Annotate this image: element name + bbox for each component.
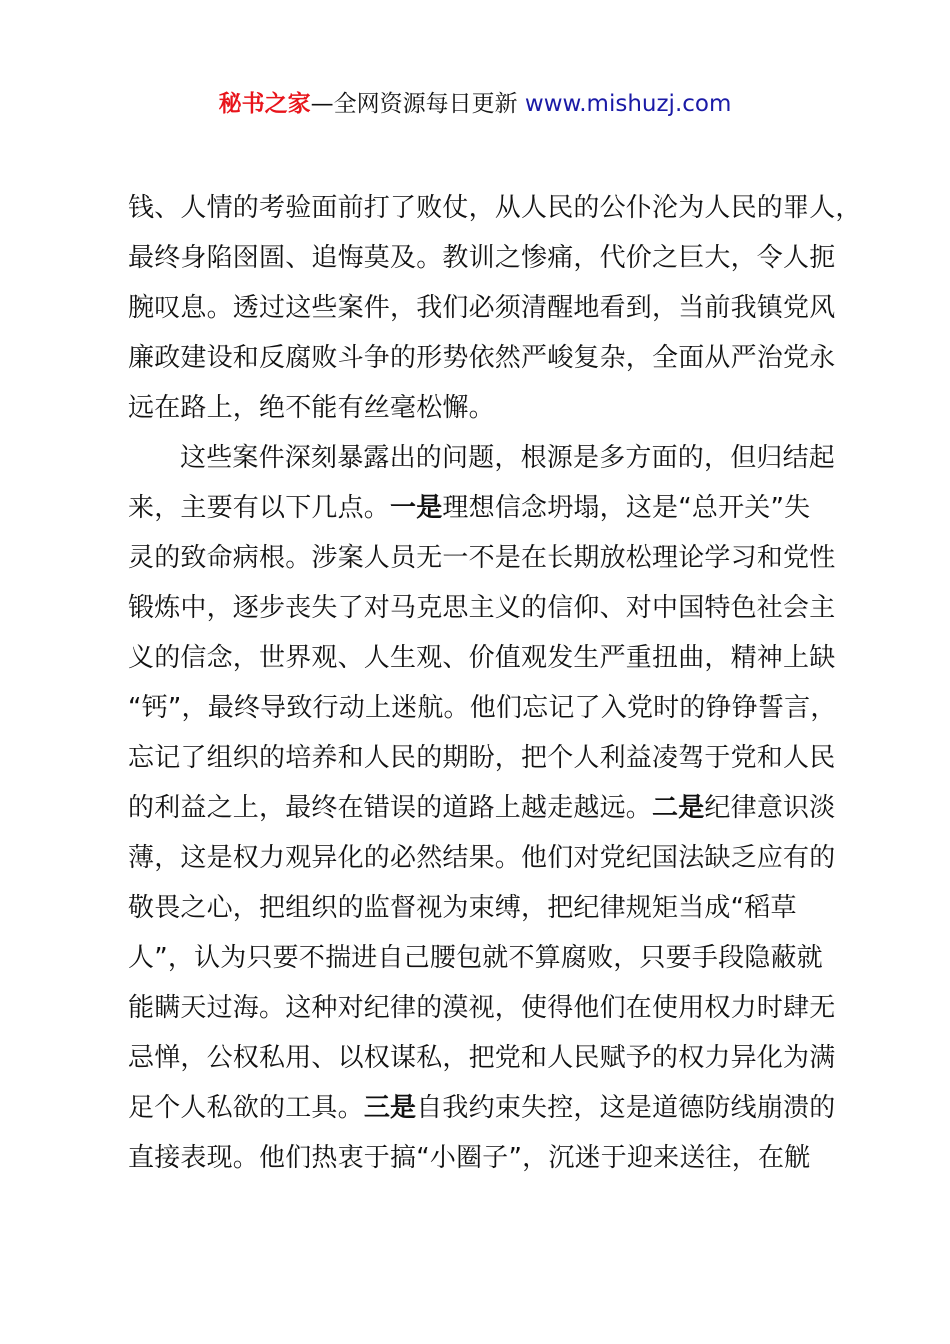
text-line: 远在路上，绝不能有丝毫松懈。 (128, 393, 495, 423)
text-line: 钱、人情的考验面前打了败仗，从人民的公仆沦为人民的罪人， (128, 193, 862, 223)
header-tagline: —全网资源每日更新 (310, 91, 518, 117)
text-line (128, 783, 838, 833)
text-line: 薄，这是权力观异化的必然结果。他们对党纪国法缺乏应有的 (128, 843, 836, 873)
text-line: 人”，认为只要不揣进自己腰包就不算腐败，只要手段隐蔽就 (128, 943, 823, 973)
text-line: 灵的致命病根。涉案人员无一不是在长期放松理论学习和党性 (128, 543, 836, 573)
website-link[interactable]: www.mishuzj.com (524, 91, 732, 117)
text-line (128, 483, 838, 533)
text-line: 直接表现。他们热衷于搞“小圈子”，沉迷于迎来送往，在觥 (128, 1143, 811, 1173)
text-line: 腕叹息。透过这些案件，我们必须清醒地看到，当前我镇党风 (128, 293, 836, 323)
text-line: 敬畏之心，把组织的监督视为束缚，把纪律规矩当成“稻草 (128, 893, 797, 923)
paragraph-start-line: 这些案件深刻暴露出的问题，根源是多方面的，但归结起 (180, 443, 836, 473)
page-header (0, 88, 950, 120)
point-two-label: 二是 (652, 793, 705, 823)
text-segment: 来，主要有以下几点。 (128, 493, 391, 523)
body-text (128, 183, 862, 1183)
brand-name: 秘书之家 (218, 91, 311, 117)
text-line: “钙”，最终导致行动上迷航。他们忘记了入党时的铮铮誓言， (128, 693, 837, 723)
text-line: 能瞒天过海。这种对纪律的漠视，使得他们在使用权力时肆无 (128, 993, 836, 1023)
text-segment: 纪律意识淡 (704, 793, 836, 823)
text-line: 廉政建设和反腐败斗争的形势依然严峻复杂，全面从严治党永 (128, 343, 836, 373)
text-segment: 足个人私欲的工具。 (128, 1093, 364, 1123)
point-one-label: 一是 (390, 493, 443, 523)
text-segment: 理想信念坍塌，这是“总开关”失 (442, 493, 811, 523)
text-line: 忘记了组织的培养和人民的期盼，把个人利益凌驾于党和人民 (128, 743, 836, 773)
text-segment: 的利益之上，最终在错误的道路上越走越远。 (128, 793, 653, 823)
text-line: 忌惮，公权私用、以权谋私，把党和人民赋予的权力异化为满 (128, 1043, 836, 1073)
text-line: 义的信念，世界观、人生观、价值观发生严重扭曲，精神上缺 (128, 643, 836, 673)
text-line: 最终身陷囹圄、追悔莫及。教训之惨痛，代价之巨大，令人扼 (128, 243, 836, 273)
text-line: 锻炼中，逐步丧失了对马克思主义的信仰、对中国特色社会主 (128, 593, 836, 623)
text-segment: 自我约束失控，这是道德防线崩溃的 (416, 1093, 836, 1123)
point-three-label: 三是 (363, 1093, 417, 1123)
text-line (128, 1083, 838, 1133)
